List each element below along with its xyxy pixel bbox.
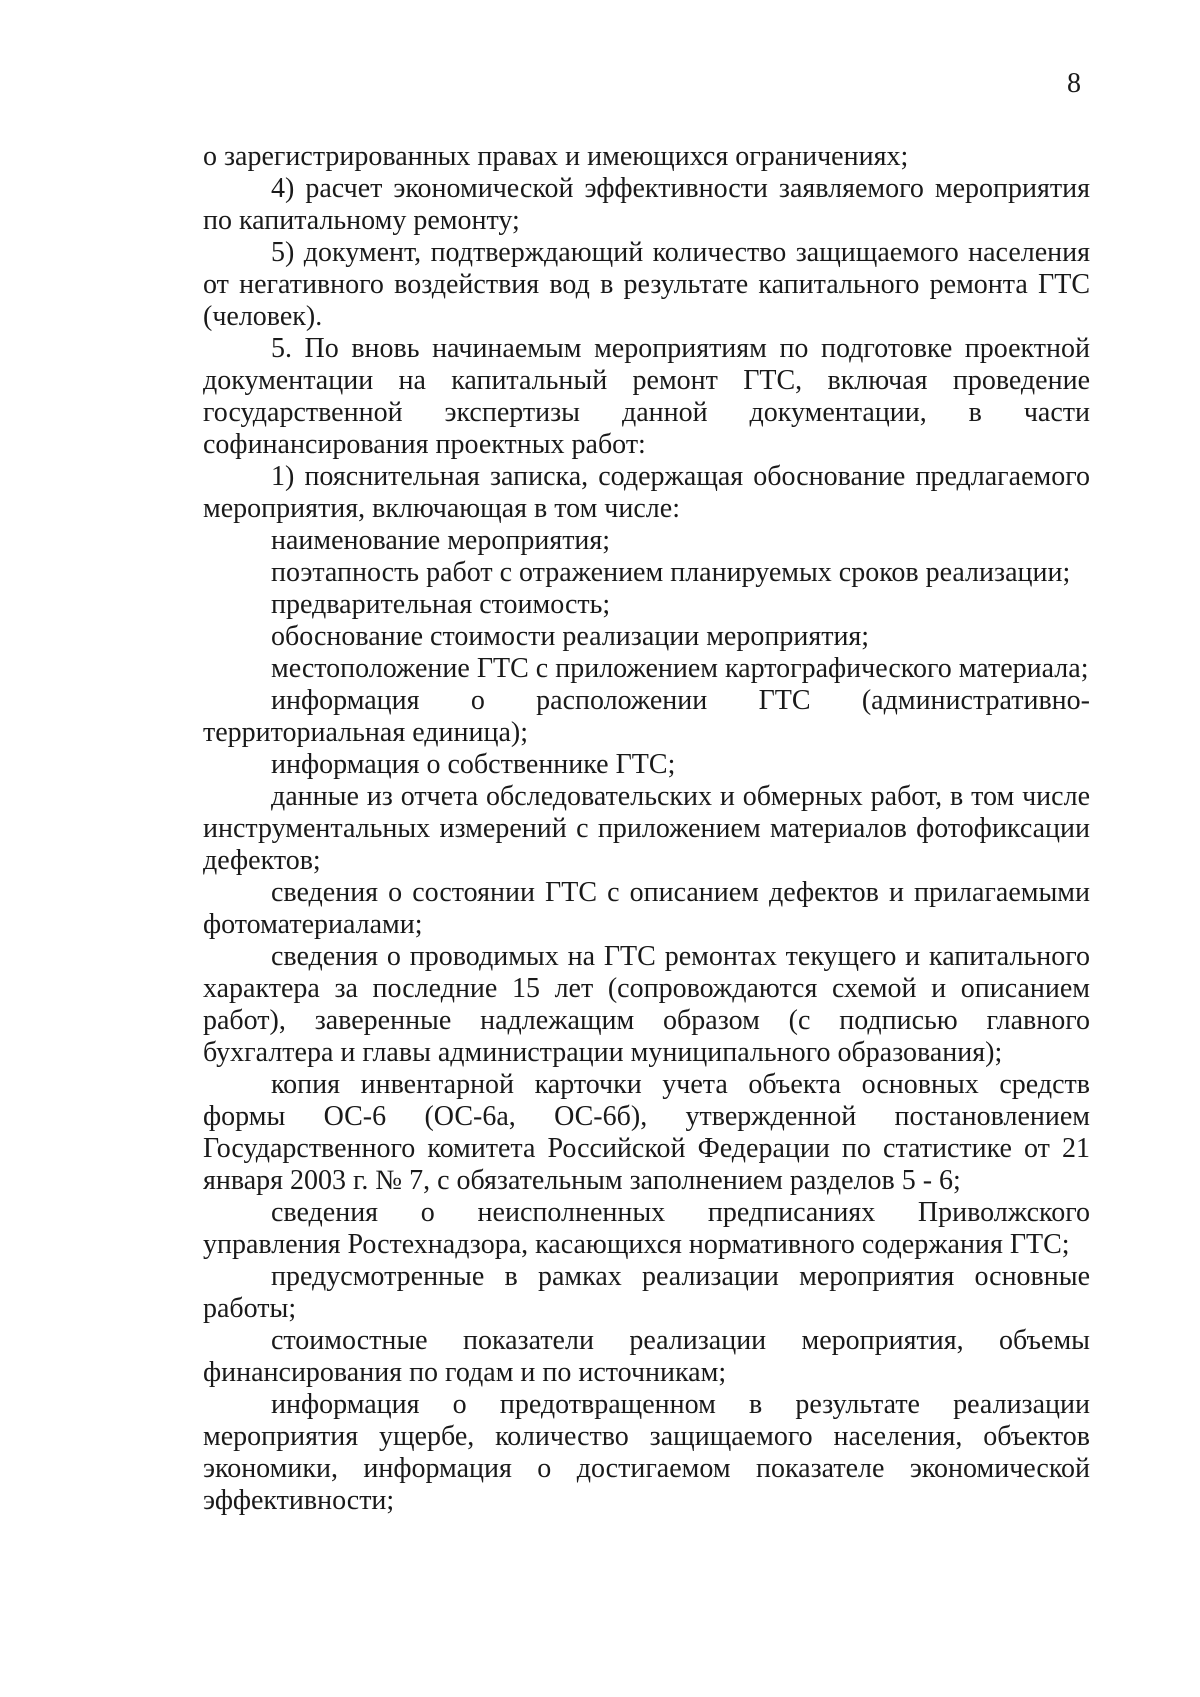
paragraph: копия инвентарной карточки учета объекта основных средств формы ОС-6 (ОС-6а, ОС-6б), утвержденной постановлением Государственного комитета Российской Федерации по статистике от 21 января 2003 г. № 7, с обязательным заполнением разделов 5 - 6; [203, 1069, 1090, 1196]
page-number: 8 [1067, 68, 1081, 99]
paragraph: поэтапность работ с отражением планируемых сроков реализации; [271, 557, 1071, 588]
paragraph: о зарегистрированных правах и имеющихся ограничениях; [203, 141, 909, 172]
paragraph: 5. По вновь начинаемым мероприятиям по подготовке проектной документации на капитальный ремонт ГТС, включая проведение государственной экспертизы данной документации, в части софинансирования проектных работ: [203, 333, 1090, 460]
paragraph: сведения о состоянии ГТС с описанием дефектов и прилагаемыми фотоматериалами; [203, 877, 1090, 940]
paragraph: местоположение ГТС с приложением картографического материала; [271, 653, 1089, 684]
paragraph: стоимостные показатели реализации мероприятия, объемы финансирования по годам и по источникам; [203, 1325, 1090, 1388]
document-body [203, 141, 1090, 1517]
paragraph: сведения о неисполненных предписаниях Приволжского управления Ростехнадзора, касающихся нормативного содержания ГТС; [203, 1197, 1090, 1260]
paragraph: информация о расположении ГТС (административно-территориальная единица); [203, 685, 1090, 748]
paragraph: данные из отчета обследовательских и обмерных работ, в том числе инструментальных измерений с приложением материалов фотофиксации дефектов; [203, 781, 1090, 876]
paragraph: 5) документ, подтверждающий количество защищаемого населения от негативного воздействия вод в результате капитального ремонта ГТС (человек). [203, 237, 1090, 332]
paragraph: 4) расчет экономической эффективности заявляемого мероприятия по капитальному ремонту; [203, 173, 1090, 236]
paragraph: информация о предотвращенном в результате реализации мероприятия ущербе, количество защищаемого населения, объектов экономики, информация о достигаемом показателе экономической эффективности; [203, 1389, 1090, 1516]
paragraph: предусмотренные в рамках реализации мероприятия основные работы; [203, 1261, 1090, 1324]
paragraph: предварительная стоимость; [271, 589, 611, 620]
paragraph: наименование мероприятия; [271, 525, 611, 556]
paragraph: сведения о проводимых на ГТС ремонтах текущего и капитального характера за последние 15 лет (сопровождаются схемой и описанием работ), заверенные надлежащим образом (с подписью главного бухгалтера и главы администрации муниципального образования); [203, 941, 1090, 1068]
paragraph: 1) пояснительная записка, содержащая обоснование предлагаемого мероприятия, включающая в том числе: [203, 461, 1090, 524]
paragraph: обоснование стоимости реализации мероприятия; [271, 621, 870, 652]
paragraph: информация о собственнике ГТС; [271, 749, 676, 780]
